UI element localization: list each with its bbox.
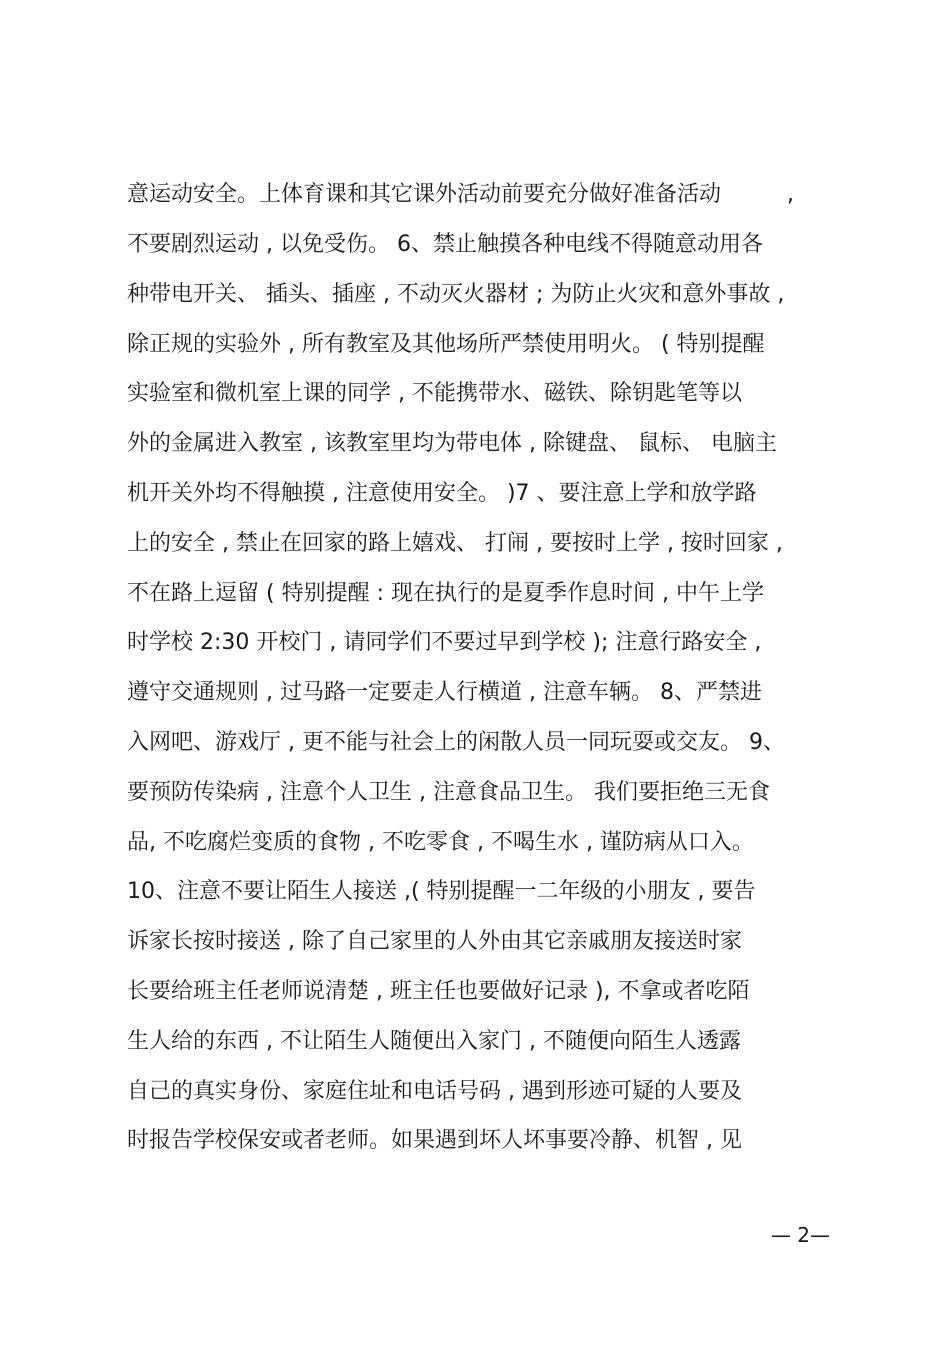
text-line: 外的金属进入教室 , 该教室里均为带电体 , 除键盘、 鼠标、 电脑主 (127, 431, 777, 456)
text-line: 意运动安全。上体育课和其它课外活动前要充分做好准备活动 , (127, 182, 794, 207)
text-line: 除正规的实验外 , 所有教室及其他场所严禁使用明火。 ( 特别提醒 (127, 332, 765, 357)
text-line: 遵守交通规则 , 过马路一定要走人行横道 , 注意车辆。 8、严禁进 (127, 680, 762, 705)
text-line: 诉家长按时接送 , 除了自己家里的人外由其它亲戚朋友接送时家 (127, 929, 742, 954)
text-line: 不要剧烈运动 , 以免受伤。 6、禁止触摸各种电线不得随意动用各 (127, 232, 763, 257)
text-line: 要预防传染病 , 注意个人卫生 , 注意食品卫生。 我们要拒绝三无食 (127, 780, 770, 805)
text-line: 生人给的东西 , 不让陌生人随便出入家门 , 不随便向陌生人透露 (127, 1029, 741, 1054)
page-number: — 2— (770, 1223, 830, 1247)
text-line: 时学校 2:30 开校门 , 请同学们不要过早到学校 ); 注意行路安全 , (127, 630, 762, 655)
text-line: 入网吧、游戏厅 , 更不能与社会上的闲散人员一同玩耍或交友。 9、 (127, 730, 785, 755)
text-line: 时报告学校保安或者老师。如果遇到坏人坏事要冷静、机智 , 见 (127, 1128, 742, 1153)
text-line: 种带电开关、 插头、插座 , 不动灭火器材 ; 为防止火灾和意外事故 , (127, 282, 785, 307)
text-line: 上的安全 , 禁止在回家的路上嬉戏、 打闹 , 要按时上学 , 按时回家 , (127, 531, 783, 556)
text-line: 实验室和微机室上课的同学 , 不能携带水、磁铁、除钥匙笔等以 (127, 381, 742, 406)
text-line: 不在路上逗留 ( 特别提醒 : 现在执行的是夏季作息时间 , 中午上学 (127, 581, 764, 606)
text-line: 长要给班主任老师说清楚 , 班主任也要做好记录 ), 不拿或者吃陌 (127, 979, 750, 1004)
text-line: 10、注意不要让陌生人接送 ,( 特别提醒一二年级的小朋友 , 要告 (127, 879, 756, 904)
text-line: 机开关外均不得触摸 , 注意使用安全。 )7 、要注意上学和放学路 (127, 481, 757, 506)
text-line: 品, 不吃腐烂变质的食物 , 不吃零食 , 不喝生水 , 谨防病从口入。 (127, 830, 754, 855)
text-line: 自己的真实身份、家庭住址和电话号码 , 遇到形迹可疑的人要及 (127, 1079, 742, 1104)
